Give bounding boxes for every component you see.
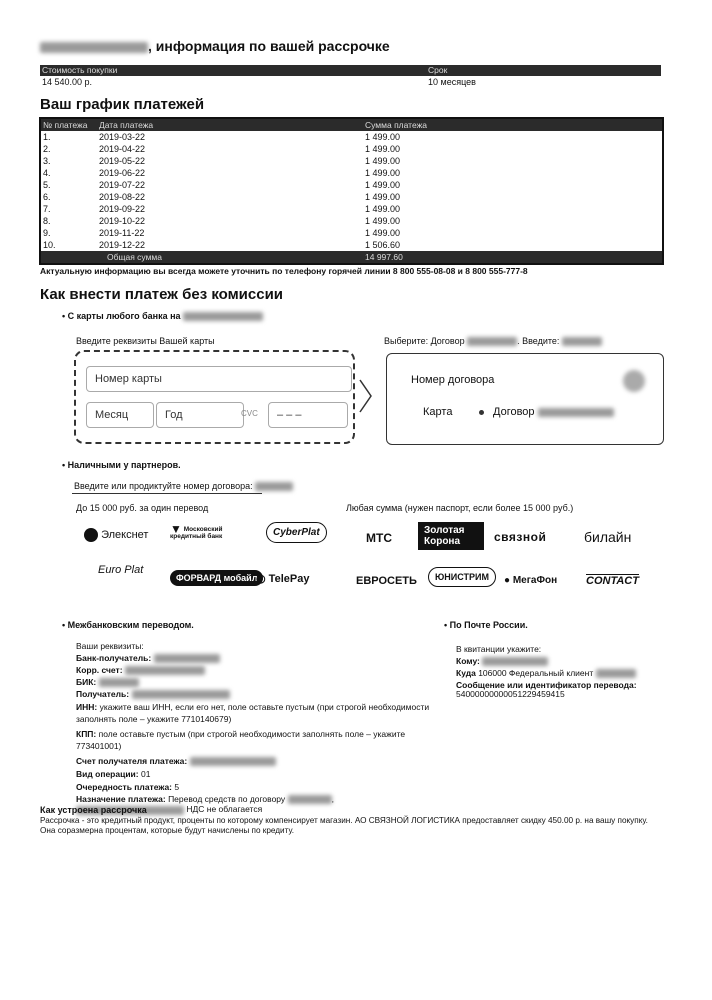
howto-title: Как внести платеж без комиссии <box>40 286 284 303</box>
card-word: Карта <box>423 406 453 418</box>
table-row <box>41 191 662 203</box>
table-row <box>41 131 662 143</box>
partner-contact: CONTACT <box>586 575 639 587</box>
cell-date: 2019-11-22 <box>99 228 145 238</box>
cash-bullet: • Наличными у партнеров. <box>62 460 181 470</box>
col-sum: Сумма платежа <box>365 120 428 130</box>
table-row <box>41 143 662 155</box>
term-label: Срок <box>428 65 448 75</box>
table-row <box>41 239 662 251</box>
partner-mkb: ▼ Московский кредитный банк <box>170 522 223 541</box>
limit-left: До 15 000 руб. за один перевод <box>76 503 209 513</box>
partner-megafon: ● МегаФон <box>504 575 558 586</box>
cell-num: 7. <box>43 204 51 214</box>
cell-num: 5. <box>43 180 51 190</box>
globe-icon: ◎ <box>256 573 266 585</box>
schedule-header-row <box>41 119 662 131</box>
cell-date: 2019-10-22 <box>99 216 146 226</box>
cell-sum: 1 499.00 <box>365 192 401 202</box>
table-row <box>41 215 662 227</box>
cell-sum: 1 499.00 <box>365 132 401 142</box>
cell-num: 3. <box>43 156 51 166</box>
total-row <box>41 251 662 263</box>
cell-num: 9. <box>43 228 51 238</box>
partner-europlat: Euro Plat <box>98 564 144 576</box>
megafon-icon: ● <box>504 575 511 586</box>
card-form <box>74 350 355 444</box>
cell-date: 2019-03-22 <box>99 132 146 142</box>
arrow-right-icon <box>358 378 374 414</box>
cell-date: 2019-12-22 <box>99 240 146 250</box>
radio-dot-icon[interactable] <box>479 410 484 415</box>
cell-sum: 1 506.60 <box>365 240 401 250</box>
contract-word: Договор <box>493 406 614 418</box>
underline <box>72 493 262 494</box>
col-date: Дата платежа <box>99 120 154 130</box>
table-row <box>41 155 662 167</box>
cost-value: 14 540.00 р. <box>42 77 93 87</box>
cell-sum: 1 499.00 <box>365 168 401 178</box>
cell-num: 8. <box>43 216 51 226</box>
bank-details: Ваши реквизиты: Банк-получатель: Корр. счет: БИК: Получатель: ИНН: укажите ваш ИНН, если его нет, поле оставьте пустым (при строгой необходимости заполнять поле – укажите 7710140679) КПП: поле оставьте пустым (при строгой необходимости заполнять поле – укажите 773401001) Счет получателя платежа: Вид операции: 01 Очередность платежа: 5 Назначение платежа: Перевод средств по договору , НДС не облагается <box>76 641 430 815</box>
cell-num: 10. <box>43 240 56 250</box>
cell-num: 2. <box>43 144 51 154</box>
post-bullet: • По Почте России. <box>444 620 528 630</box>
cell-sum: 1 499.00 <box>365 156 401 166</box>
partner-mts: МТС <box>366 531 392 545</box>
cell-sum: 1 499.00 <box>365 144 401 154</box>
footer-title: Как устроена рассрочка <box>40 805 147 815</box>
choose-contract-label: Выберите: Договор . Введите: <box>384 336 602 346</box>
schedule-title: Ваш график платежей <box>40 96 205 113</box>
elexnet-icon <box>84 528 98 542</box>
partner-elexnet: Элекснет <box>84 528 148 542</box>
summary-header-bar <box>40 65 661 76</box>
cell-date: 2019-08-22 <box>99 192 146 202</box>
enter-contract-label: Введите или продиктуйте номер договора: <box>74 481 293 491</box>
cell-num: 6. <box>43 192 51 202</box>
mkb-icon: ▼ <box>170 522 182 536</box>
cell-sum: 1 499.00 <box>365 228 401 238</box>
table-row <box>41 227 662 239</box>
contract-form <box>386 353 664 445</box>
partner-svyaznoy: связной <box>494 530 547 544</box>
partner-telepay: ◎ TelePay <box>256 573 310 585</box>
page-title: , информация по вашей рассрочке <box>40 38 390 54</box>
table-row <box>41 203 662 215</box>
footer-text: Рассрочка - это кредитный продукт, проценты по которому компенсирует магазин. АО СВЯЗНОЙ ЛОГИСТИКА предоставляет скидку 450.00 р. на вашу покупку. Она соразмерна процентам, которые будут начислены по кредиту. <box>40 816 648 835</box>
partner-forward: ФОРВАРД мобайл <box>170 570 263 586</box>
post-details: В квитанции укажите: Кому: Куда 106000 Федеральный клиент Сообщение или идентификатор перевода: 54000000000051229459415 <box>456 644 637 699</box>
partner-beeline: билайн <box>584 529 632 545</box>
redacted-name <box>40 42 148 53</box>
schedule-table <box>39 117 664 265</box>
avatar <box>623 370 645 392</box>
month-input[interactable]: Месяц <box>86 402 154 428</box>
limit-right: Любая сумма (нужен паспорт, если более 15 000 руб.) <box>346 503 574 513</box>
cell-date: 2019-04-22 <box>99 144 146 154</box>
cell-sum: 1 499.00 <box>365 216 401 226</box>
contract-number-input[interactable]: Номер договора <box>411 374 495 386</box>
col-num: № платежа <box>43 120 88 130</box>
year-input[interactable]: Год <box>156 402 244 428</box>
cell-num: 4. <box>43 168 51 178</box>
cvc-label: CVC <box>241 409 258 418</box>
cell-sum: 1 499.00 <box>365 204 401 214</box>
card-enter-label: Введите реквизиты Вашей карты <box>76 336 215 346</box>
cell-date: 2019-07-22 <box>99 180 146 190</box>
cost-label: Стоимость покупки <box>42 65 118 75</box>
bank-bullet: • Межбанковским переводом. <box>62 620 194 630</box>
table-row <box>41 179 662 191</box>
partner-cyberplat: CyberPlat <box>266 522 327 543</box>
cvc-input[interactable]: – – – <box>268 402 348 428</box>
cell-date: 2019-09-22 <box>99 204 146 214</box>
partner-euroset: ЕВРОСЕТЬ <box>356 575 417 587</box>
total-value: 14 997.60 <box>365 252 403 262</box>
cell-num: 1. <box>43 132 51 142</box>
partner-zolotaya-korona: Золотая Корона <box>418 522 484 550</box>
cell-sum: 1 499.00 <box>365 180 401 190</box>
hotline-note: Актуальную информацию вы всегда можете уточнить по телефону горячей линии 8 800 555-08-08 и 8 800 555-777-8 <box>40 266 528 276</box>
cell-date: 2019-06-22 <box>99 168 146 178</box>
partner-unistream: ЮНИСТРИМ <box>428 567 496 587</box>
cell-date: 2019-05-22 <box>99 156 146 166</box>
card-number-input[interactable]: Номер карты <box>86 366 352 392</box>
table-row <box>41 167 662 179</box>
total-label: Общая сумма <box>107 252 162 262</box>
term-value: 10 месяцев <box>428 77 476 87</box>
card-bullet: • С карты любого банка на <box>62 311 263 321</box>
